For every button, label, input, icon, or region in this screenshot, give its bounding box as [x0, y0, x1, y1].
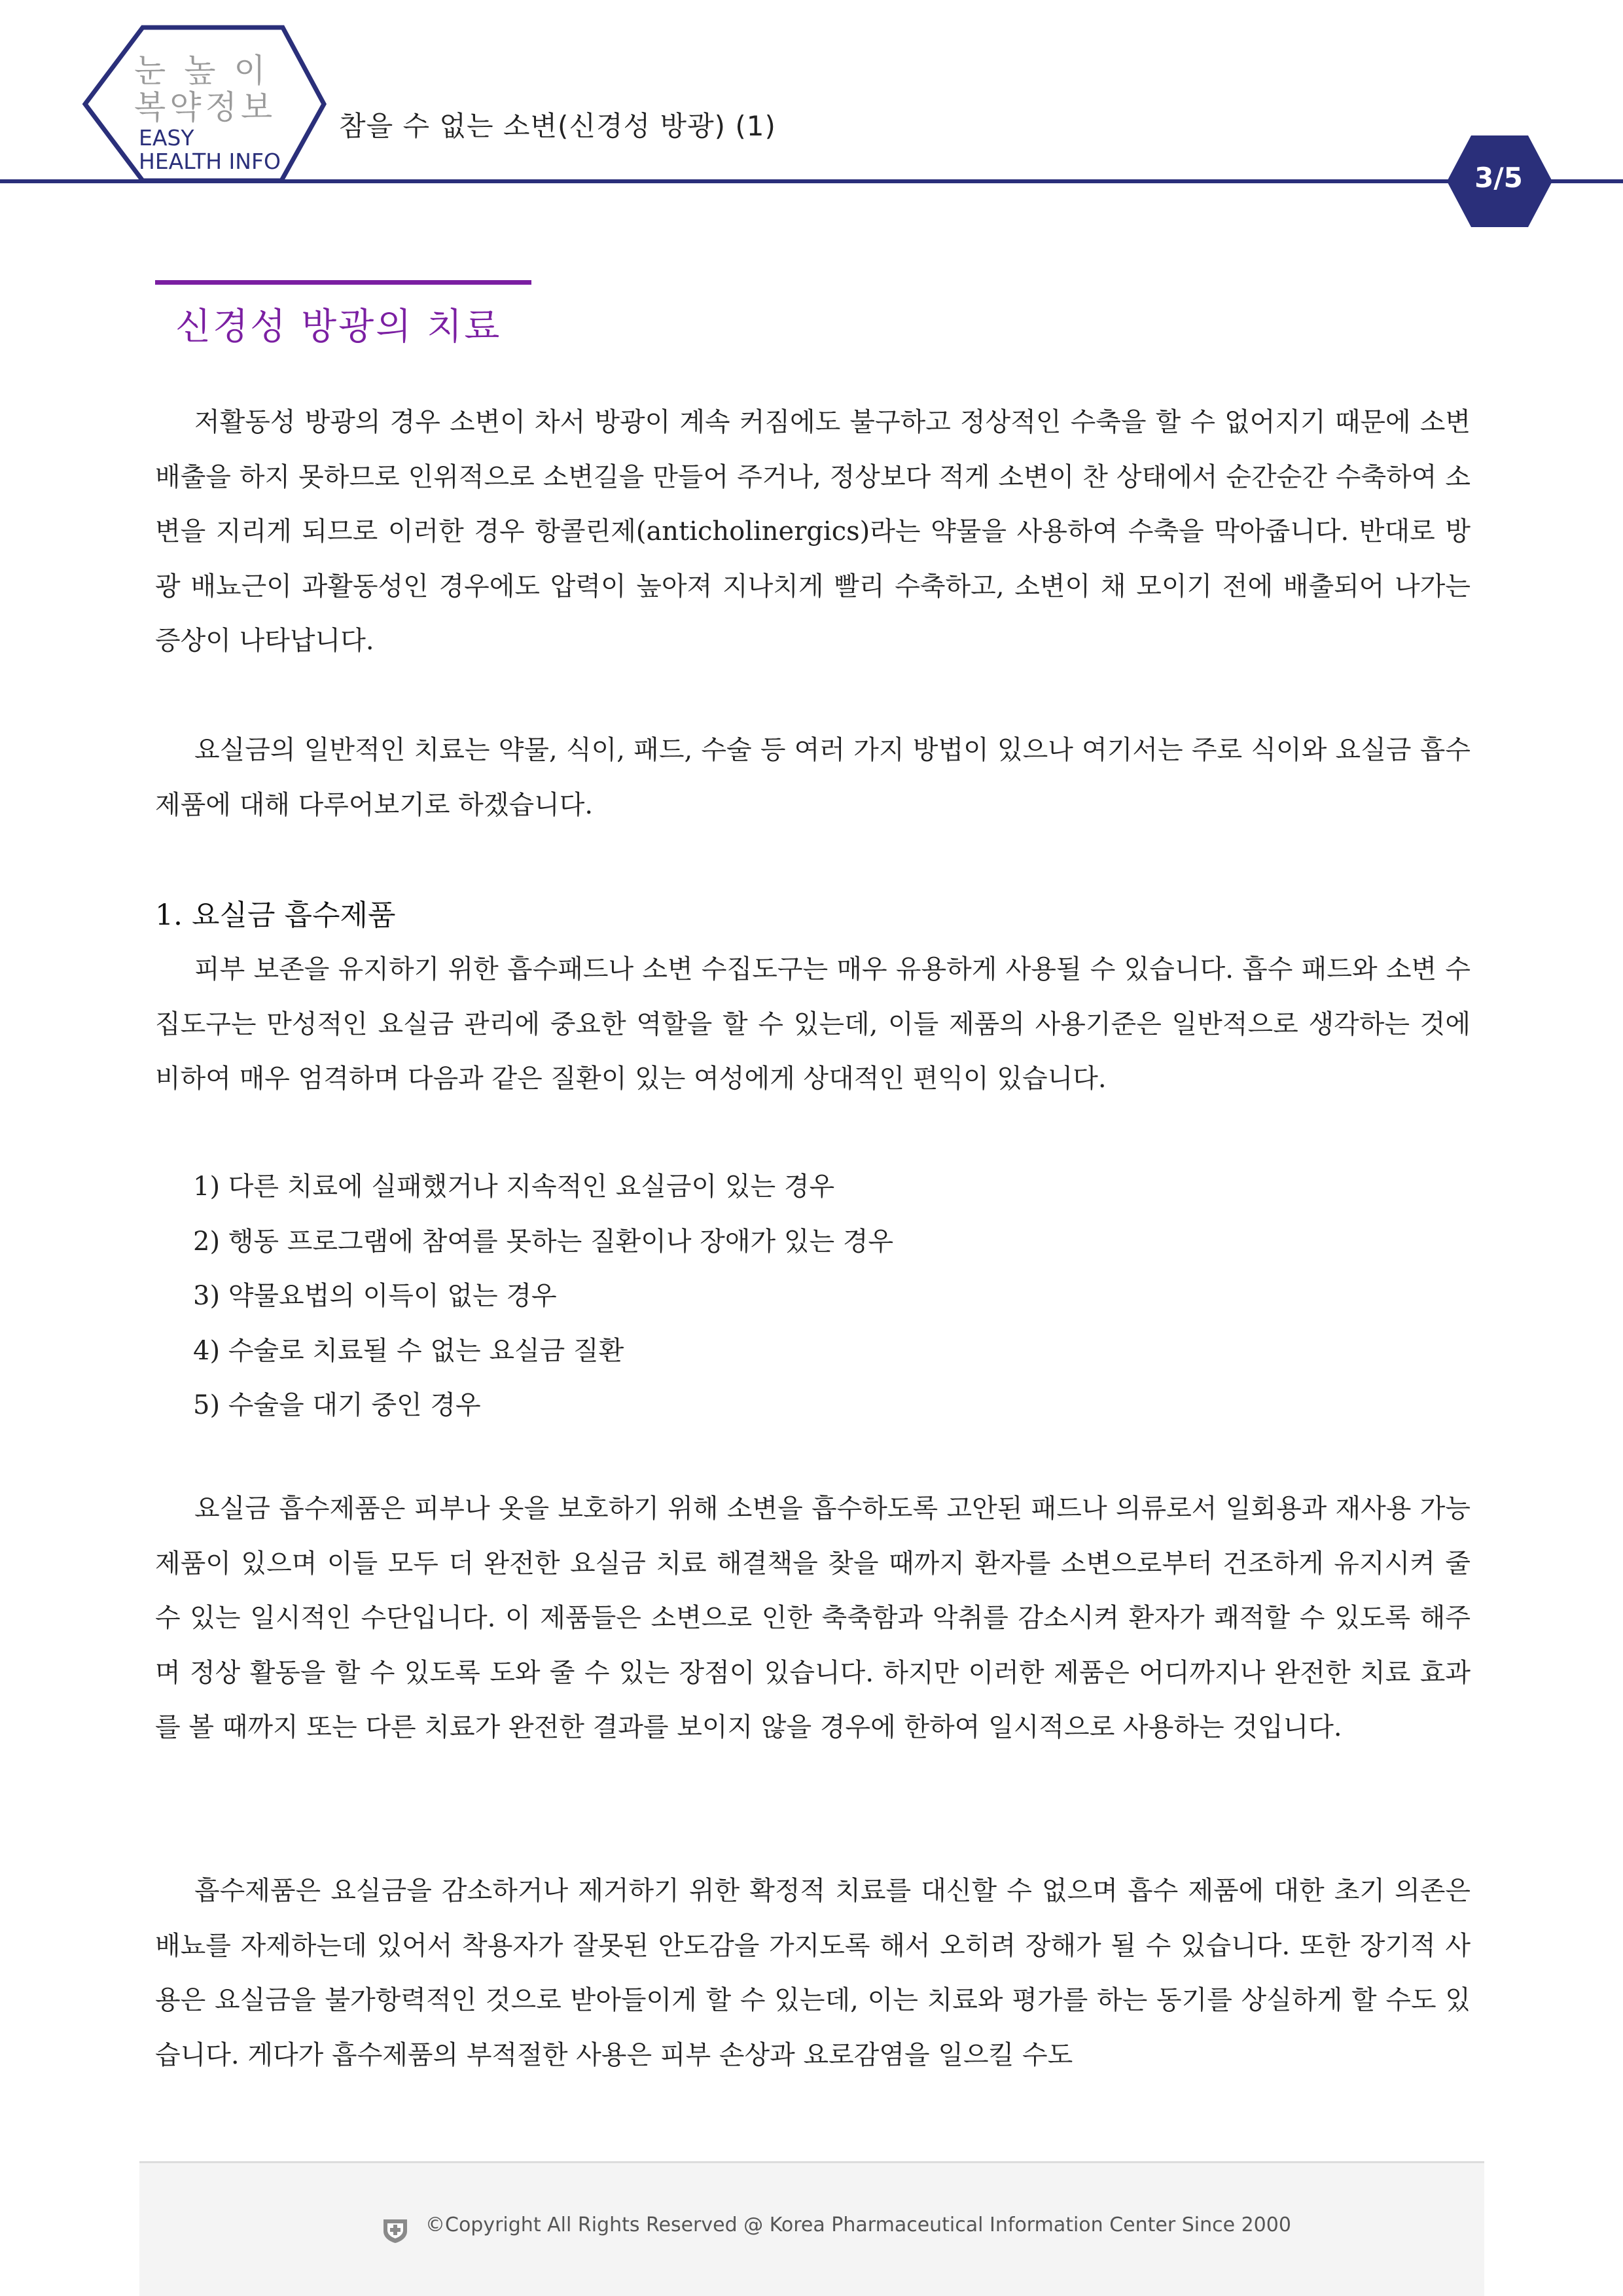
subheading-absorbent-products: 1. 요실금 흡수제품 — [155, 899, 396, 932]
list-item: 4) 수술로 치료될 수 없는 요실금 질환 — [193, 1335, 624, 1366]
document-title: 참을 수 없는 소변(신경성 방광) (1) — [339, 110, 776, 142]
copyright-text: ©Copyright All Rights Reserved @ Korea Pharmaceutical Information Center Since 2000 — [425, 2214, 1291, 2236]
kpic-logo-icon — [381, 2215, 410, 2244]
paragraph-4: 요실금 흡수제품은 피부나 옷을 보호하기 위해 소변을 흡수하도록 고안된 패드나 의류로서 일회용과 재사용 가능제품이 있으며 이들 모두 더 완전한 요실금 치료 해결책을 찾을 때까지 환자를 소변으로부터 건조하게 유지시켜 줄 수 있는 일시적인 수단입니다. 이 제품들은 소변으로 인한 축축함과 악취를 감소시켜 환자가 쾌적할 수 있도록 해주며 정상 활동을 할 수 있도록 도와 줄 수 있는 장점이 있습니다. 하지만 이러한 제품은 어디까지나 완전한 치료 효과를 볼 때까지 또는 다른 치료가 완전한 결과를 보이지 않을 경우에 한하여 일시적으로 사용하는 것입니다. — [155, 1494, 1471, 1742]
logo-korean-line2: 복약정보 — [134, 88, 277, 126]
section-title: 신경성 방광의 치료 — [175, 306, 502, 348]
paragraph-3: 피부 보존을 유지하기 위한 흡수패드나 소변 수집도구는 매우 유용하게 사용될 수 있습니다. 흡수 패드와 소변 수집도구는 만성적인 요실금 관리에 중요한 역할을 할 수 있는데, 이들 제품의 사용기준은 일반적으로 생각하는 것에 비하여 매우 엄격하며 다음과 같은 질환이 있는 여성에게 상대적인 편익이 있습니다. — [155, 954, 1471, 1094]
page-indicator: 3/5 — [1474, 162, 1523, 194]
paragraph-1: 저활동성 방광의 경우 소변이 차서 방광이 계속 커짐에도 불구하고 정상적인 수축을 할 수 없어지기 때문에 소변 배출을 하지 못하므로 인위적으로 소변길을 만들어 주거나, 정상보다 적게 소변이 찬 상태에서 순간순간 수축하여 소변을 지리게 되므로 이러한 경우 항콜린제(anticholinergics)라는 약물을 사용하여 수축을 막아줍니다. 반대로 방광 배뇨근이 과활동성인 경우에도 압력이 높아져 지나치게 빨리 수축하고, 소변이 채 모이기 전에 배출되어 나가는 증상이 나타납니다. — [155, 407, 1471, 656]
list-item: 2) 행동 프로그램에 참여를 못하는 질환이나 장애가 있는 경우 — [193, 1226, 894, 1257]
indication-list — [193, 1160, 893, 1433]
paragraph-5: 흡수제품은 요실금을 감소하거나 제거하기 위한 확정적 치료를 대신할 수 없으며 흡수 제품에 대한 초기 의존은 배뇨를 자제하는데 있어서 착용자가 잘못된 안도감을 가지도록 해서 오히려 장해가 될 수 있습니다. 또한 장기적 사용은 요실금을 불가항력적인 것으로 받아들이게 할 수 있는데, 이는 치료와 평가를 하는 동기를 상실하게 할 수도 있습니다. 게다가 흡수제품의 부적절한 사용은 피부 손상과 요로감염을 일으킬 수도 — [155, 1876, 1471, 2070]
paragraph-2: 요실금의 일반적인 치료는 약물, 식이, 패드, 수술 등 여러 가지 방법이 있으나 여기서는 주로 식이와 요실금 흡수제품에 대해 다루어보기로 하겠습니다. — [155, 735, 1471, 820]
logo-english-line1: EASY — [139, 125, 194, 151]
section-title-bar — [155, 280, 531, 285]
logo-english-line2: HEALTH INFO — [139, 149, 281, 174]
list-item: 3) 약물요법의 이득이 없는 경우 — [193, 1281, 557, 1311]
list-item: 5) 수술을 대기 중인 경우 — [193, 1390, 481, 1420]
logo-korean-line1: 눈 높 이 — [134, 52, 270, 90]
list-item: 1) 다른 치료에 실패했거나 지속적인 요실금이 있는 경우 — [193, 1172, 835, 1202]
